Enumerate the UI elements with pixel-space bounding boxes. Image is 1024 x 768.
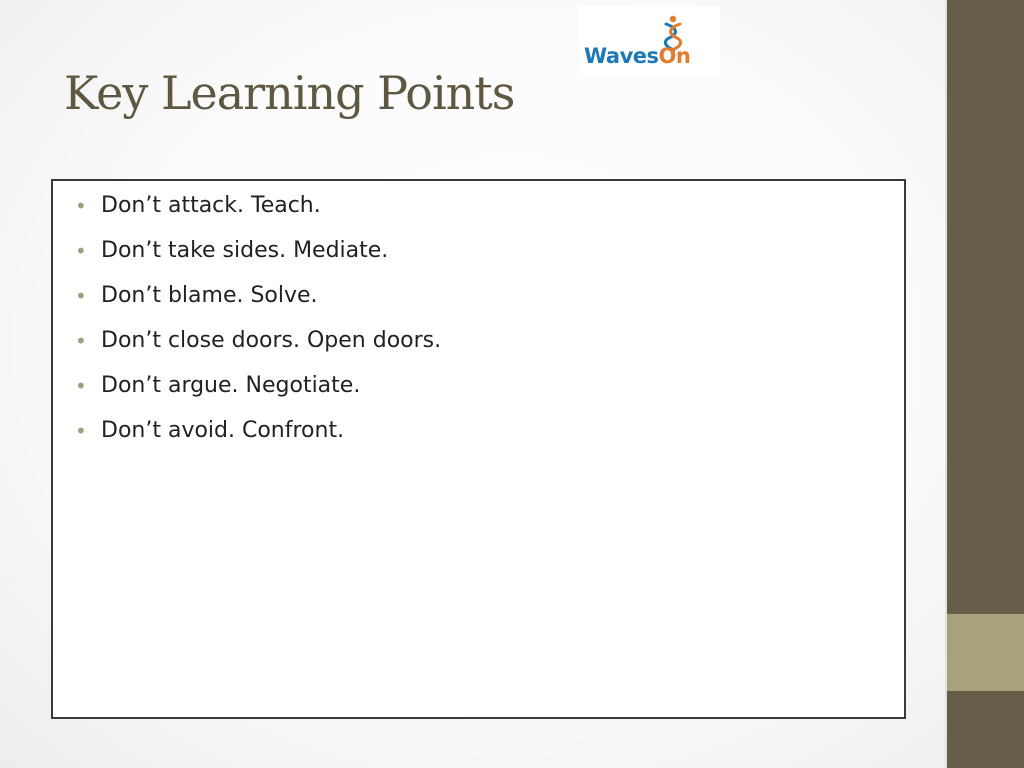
bullet-text: Don’t argue. Negotiate.: [101, 373, 361, 398]
bullet-item: [73, 416, 441, 461]
slide-title: Key Learning Points: [64, 66, 515, 120]
bullet-dot-icon: •: [75, 419, 87, 443]
bullet-item: [73, 371, 441, 416]
bullet-text: Don’t attack. Teach.: [101, 193, 321, 218]
bullet-text: Don’t take sides. Mediate.: [101, 238, 389, 263]
logo-text-waves: Waves: [584, 44, 659, 68]
bullet-item: [73, 236, 441, 281]
wavesOn-logo: [578, 6, 720, 76]
bullet-item: [73, 191, 441, 236]
bullet-text: Don’t close doors. Open doors.: [101, 328, 442, 353]
bullet-text: Don’t blame. Solve.: [101, 283, 318, 308]
bullet-dot-icon: •: [75, 239, 87, 263]
bullet-item: [73, 326, 441, 371]
decorative-sidebar-accent: [947, 614, 1024, 691]
bullet-dot-icon: •: [75, 329, 87, 353]
content-box: [51, 179, 906, 719]
bullet-text: Don’t avoid. Confront.: [101, 418, 345, 443]
bullet-list: [73, 191, 441, 461]
logo-text-on: On: [658, 44, 691, 68]
bullet-dot-icon: •: [75, 284, 87, 308]
bullet-dot-icon: •: [75, 374, 87, 398]
bullet-dot-icon: •: [75, 194, 87, 218]
logo-wordmark: [584, 44, 690, 68]
bullet-item: [73, 281, 441, 326]
